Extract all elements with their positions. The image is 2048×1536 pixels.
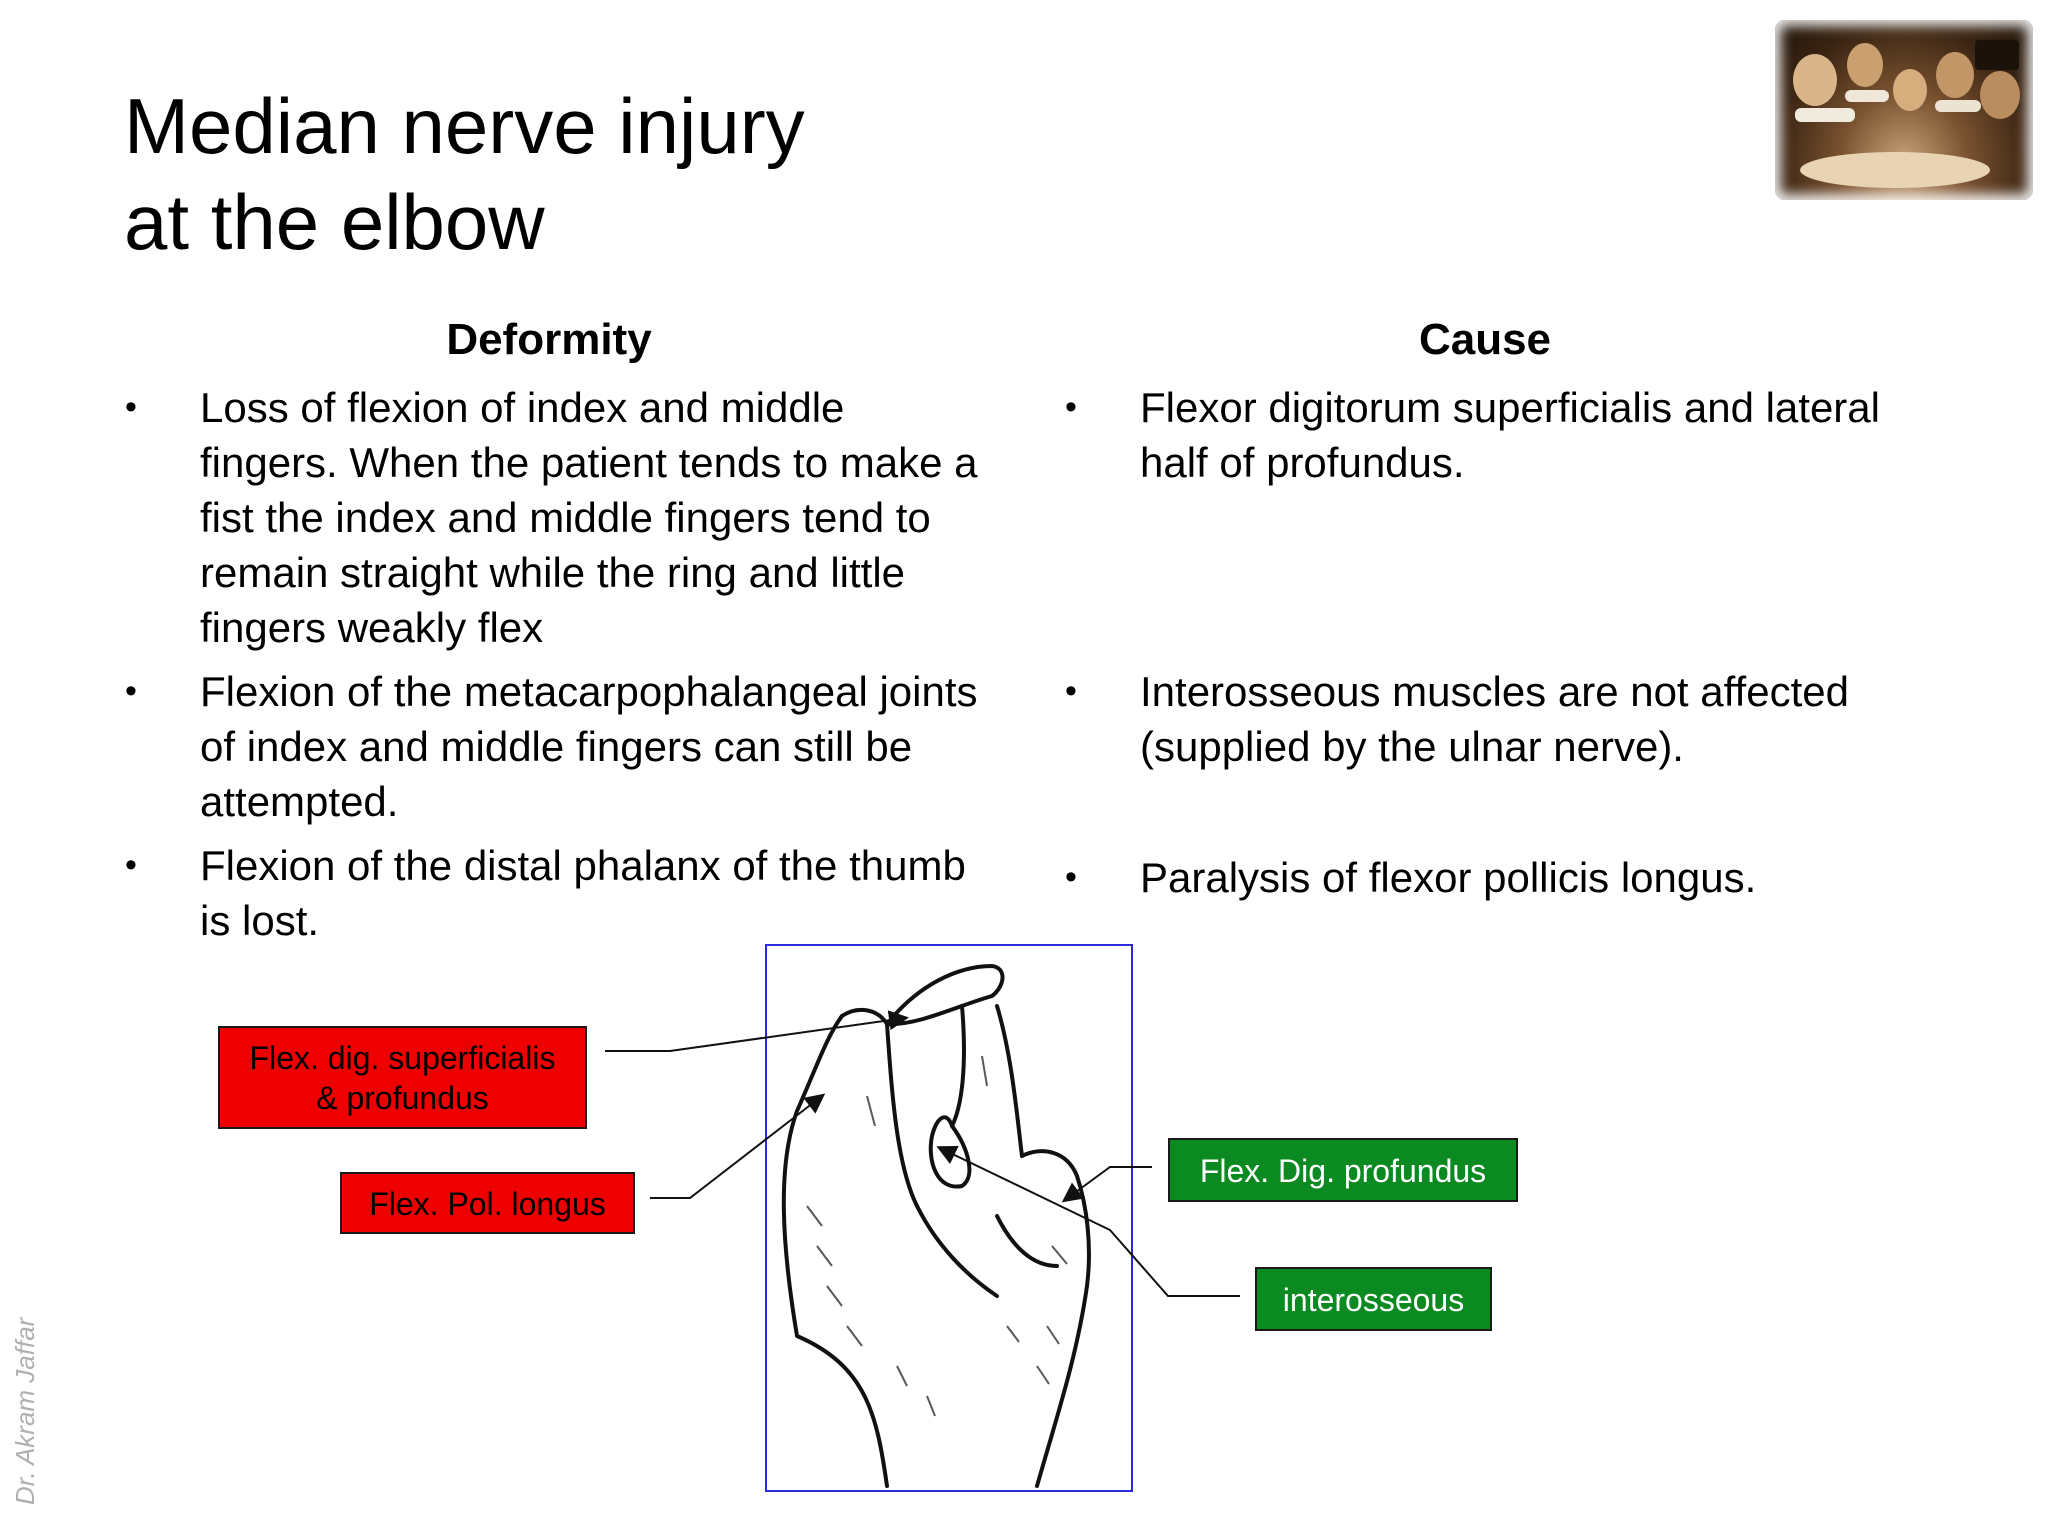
author-watermark: Dr. Akram Jaffar — [10, 1317, 40, 1505]
label-flex-pol-longus: Flex. Pol. longus — [340, 1172, 635, 1234]
cause-item — [1065, 380, 1940, 490]
deformity-item-text: Loss of flexion of index and middle fingers. When the patient tends to make a fist the index and middle fingers tend to remain straight while the ring and little fingers weakly flex — [200, 384, 978, 651]
bullet-icon: • — [125, 846, 137, 884]
label-flex-dig-superficialis-profundus — [218, 1026, 587, 1129]
deformity-item — [125, 380, 980, 655]
cause-item-text: Paralysis of flexor pollicis longus. — [1140, 854, 1757, 901]
deformity-heading: Deformity — [446, 315, 652, 364]
slide-title-line-1: Median nerve injury — [124, 82, 805, 170]
deformity-item-text: Flexion of the metacarpophalangeal joints of index and middle fingers can still be attempted. — [200, 668, 978, 825]
slide-title-line-2: at the elbow — [124, 178, 545, 266]
cause-item — [1065, 664, 1940, 774]
anatomy-lesson-painting-thumbnail — [1775, 20, 2033, 200]
cause-item — [1065, 850, 1757, 905]
cause-item-text: Interosseous muscles are not affected (supplied by the ulnar nerve). — [1140, 668, 1849, 770]
deformity-item — [125, 664, 980, 829]
label-interosseous: interosseous — [1255, 1267, 1492, 1331]
deformity-item-text: Flexion of the distal phalanx of the thumb is lost. — [200, 842, 966, 944]
bullet-icon: • — [1065, 858, 1077, 896]
label-fds-line-1: Flex. dig. superficialis — [249, 1040, 556, 1076]
bullet-icon: • — [1065, 388, 1077, 426]
cause-item-text: Flexor digitorum superficialis and lateral half of profundus. — [1140, 384, 1880, 486]
label-flex-dig-profundus: Flex. Dig. profundus — [1168, 1138, 1518, 1202]
bullet-icon: • — [125, 388, 137, 426]
hand-sketch-image — [767, 946, 1131, 1490]
painting-figures-image — [1775, 20, 2033, 200]
cause-heading: Cause — [1418, 315, 1552, 364]
bullet-icon: • — [125, 672, 137, 710]
deformity-item — [125, 838, 980, 948]
bullet-icon: • — [1065, 672, 1077, 710]
slide-title — [124, 78, 1024, 270]
label-fds-line-2: & profundus — [316, 1080, 489, 1116]
hand-illustration-frame — [765, 944, 1133, 1492]
